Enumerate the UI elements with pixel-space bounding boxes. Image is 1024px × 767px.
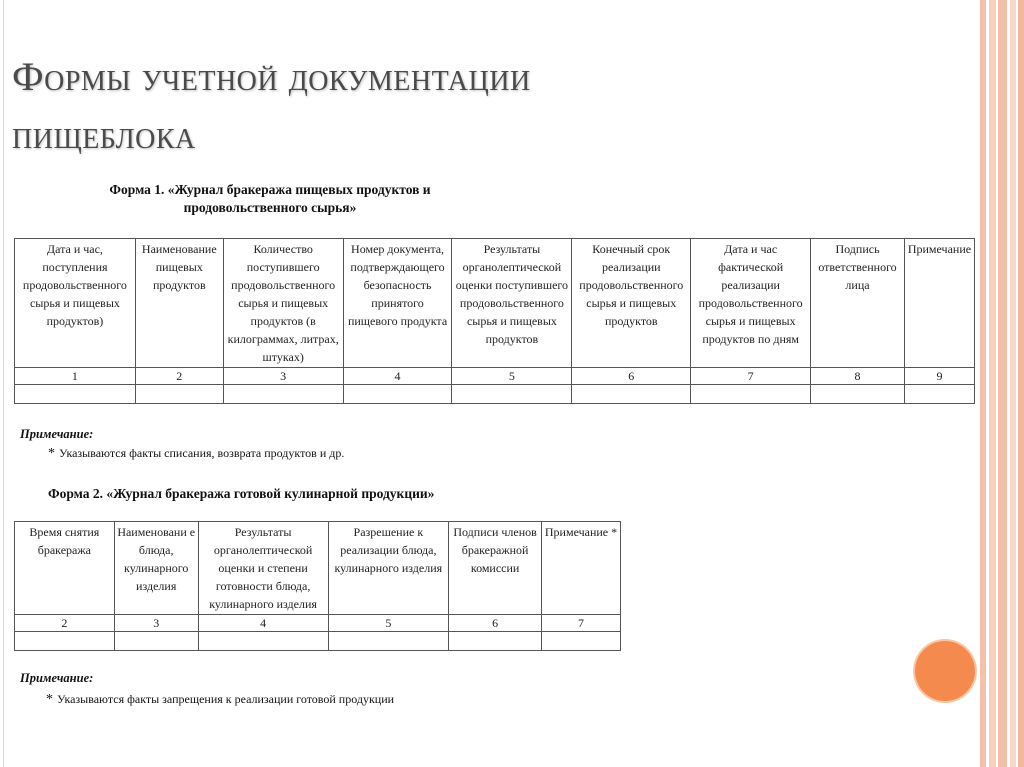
form1-note [48, 446, 344, 462]
form2-empty-cell [542, 632, 621, 651]
form1-caption-line1: Форма 1. «Журнал бракеража пищевых продуктов и [109, 182, 431, 197]
form1-caption-line2: продовольственного сырья» [183, 200, 357, 215]
form1-number-cell: 5 [452, 368, 572, 385]
form2-empty-cell [114, 632, 198, 651]
form1-number-cell: 8 [811, 368, 905, 385]
form2-header-cell: Результаты органолептической оценки и степени готовности блюда, кулинарного изделия [198, 522, 328, 615]
slide-title-line1: Формы учетной документации [12, 54, 531, 99]
form1-number-cell: 4 [343, 368, 452, 385]
form2-note-label: Примечание: [20, 671, 94, 685]
asterisk-icon: * [48, 446, 55, 461]
form2-number-cell: 3 [114, 615, 198, 632]
form1-header-cell: Результаты органолептической оценки поступившего продовольственного сырья и пищевых продуктов [452, 239, 572, 368]
form2-header-row [15, 522, 621, 615]
form1-empty-cell [904, 385, 974, 404]
form1-empty-cell [691, 385, 811, 404]
form1-note-text: Указываются факты списания, возврата продуктов и др. [59, 446, 345, 460]
form1-number-row [15, 368, 975, 385]
form2-header-cell: Примечание * [542, 522, 621, 615]
form2-number-cell: 4 [198, 615, 328, 632]
form1-number-cell: 2 [135, 368, 223, 385]
form1-header-cell: Количество поступившего продовольственного сырья и пищевых продуктов (в килограммах, литрах, штуках) [223, 239, 343, 368]
form2-empty-cell [198, 632, 328, 651]
form1-empty-cell [452, 385, 572, 404]
form2-empty-cell [15, 632, 115, 651]
form1-number-cell: 7 [691, 368, 811, 385]
asterisk-icon: * [46, 692, 53, 707]
form1-number-cell: 1 [15, 368, 136, 385]
form1-header-cell: Конечный срок реализации продовольственного сырья и пищевых продуктов [572, 239, 691, 368]
form2-number-row [15, 615, 621, 632]
form1-header-cell: Дата и час, поступления продовольственного сырья и пищевых продуктов) [15, 239, 136, 368]
form1-number-cell: 3 [223, 368, 343, 385]
form1-empty-cell [343, 385, 452, 404]
form2-empty-row [15, 632, 621, 651]
form1-table [14, 238, 975, 404]
form2-number-cell: 7 [542, 615, 621, 632]
form1-empty-cell [223, 385, 343, 404]
slide-title-line2: пищеблока [12, 112, 196, 157]
form1-empty-row [15, 385, 975, 404]
form2-empty-cell [449, 632, 542, 651]
form2-header-cell: Время снятия бракеража [15, 522, 115, 615]
form2-caption: Форма 2. «Журнал бракеража готовой кулинарной продукции» [48, 486, 435, 501]
form2-number-cell: 6 [449, 615, 542, 632]
form1-header-row [15, 239, 975, 368]
form1-header-cell: Наименование пищевых продуктов [135, 239, 223, 368]
decorative-orange-circle [915, 641, 975, 701]
form1-note-label: Примечание: [20, 427, 94, 441]
form2-number-cell: 5 [328, 615, 449, 632]
form2-header-cell: Разрешение к реализации блюда, кулинарного изделия [328, 522, 449, 615]
form2-header-cell: Подписи членов бракеражной комиссии [449, 522, 542, 615]
form2-note-text: Указываются факты запрещения к реализации готовой продукции [57, 692, 395, 706]
form1-empty-cell [572, 385, 691, 404]
form2-table [14, 521, 621, 651]
form1-header-cell: Дата и час фактической реализации продовольственного сырья и пищевых продуктов по дням [691, 239, 811, 368]
form1-number-cell: 6 [572, 368, 691, 385]
form1-header-cell: Номер документа, подтверждающего безопасность принятого пищевого продукта [343, 239, 452, 368]
form1-number-cell: 9 [904, 368, 974, 385]
form1-empty-cell [135, 385, 223, 404]
form1-header-cell: Примечание [904, 239, 974, 368]
form1-header-cell: Подпись ответственного лица [811, 239, 905, 368]
form2-note [46, 692, 394, 708]
form2-header-cell: Наименовани е блюда, кулинарного изделия [114, 522, 198, 615]
form1-empty-cell [811, 385, 905, 404]
form2-empty-cell [328, 632, 449, 651]
slide-title [12, 48, 531, 164]
form2-number-cell: 2 [15, 615, 115, 632]
form1-empty-cell [15, 385, 136, 404]
decorative-stripes [980, 0, 1024, 767]
form1-caption [60, 181, 480, 217]
